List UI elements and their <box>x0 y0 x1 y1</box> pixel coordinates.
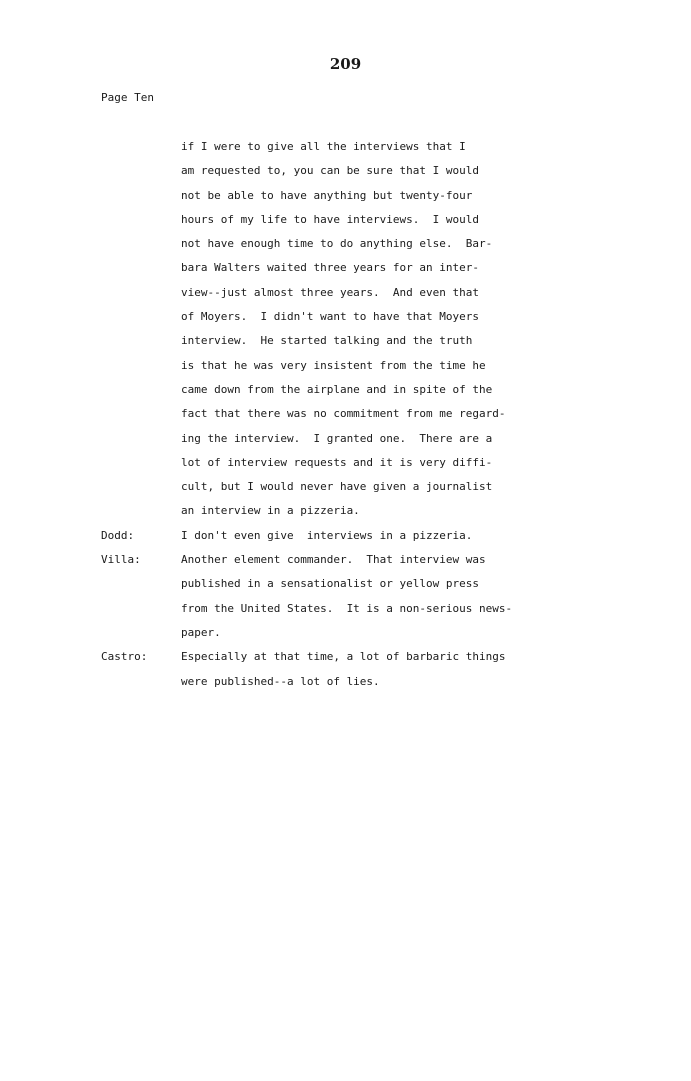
speech-line: published in a sensationalist or yellow press <box>181 577 480 591</box>
speech-block-dodd <box>101 524 512 548</box>
page-number: 209 <box>329 55 362 73</box>
transcript-body <box>101 135 512 694</box>
speech-text <box>181 524 512 548</box>
speech-line: came down from the airplane and in spite of the <box>181 382 493 396</box>
speech-block-castro <box>101 645 512 694</box>
speech-block-villa <box>101 548 512 645</box>
speech-text <box>181 135 512 524</box>
speech-block-continuation <box>101 135 512 524</box>
speech-line: is that he was very insistent from the time he <box>181 358 486 372</box>
speech-line: I don't even give interviews in a pizzeria. <box>181 528 473 542</box>
speech-line: of Moyers. I didn't want to have that Moyers <box>181 310 480 324</box>
page-header: Page Ten <box>101 91 154 104</box>
speech-line: am requested to, you can be sure that I would <box>181 164 480 178</box>
speaker-label: Villa: <box>101 553 141 567</box>
speech-line: not have enough time to do anything else. Bar- <box>181 237 493 251</box>
speech-line: interview. He started talking and the truth <box>181 334 473 348</box>
speech-line: Especially at that time, a lot of barbaric things <box>181 650 506 664</box>
speech-line: an interview in a pizzeria. <box>181 504 360 518</box>
speech-line: ing the interview. I granted one. There are a <box>181 431 493 445</box>
speech-line: hours of my life to have interviews. I would <box>181 212 480 226</box>
speaker-label: Dodd: <box>101 528 135 542</box>
speech-text <box>181 548 512 645</box>
speech-line: Another element commander. That interview was <box>181 553 486 567</box>
speech-line: not be able to have anything but twenty-four <box>181 188 473 202</box>
speech-line: if I were to give all the interviews that I <box>181 140 466 153</box>
speech-line: from the United States. It is a non-serious news- <box>181 601 513 615</box>
speech-line: bara Walters waited three years for an inter- <box>181 261 480 275</box>
speaker-label: Castro: <box>101 650 148 664</box>
speech-line: fact that there was no commitment from me regard- <box>181 407 506 421</box>
speech-text <box>181 645 512 694</box>
speech-line: view--just almost three years. And even that <box>181 285 480 299</box>
speech-line: cult, but I would never have given a journalist <box>181 480 493 494</box>
speech-line: were published--a lot of lies. <box>181 674 380 688</box>
speech-line: lot of interview requests and it is very diffi- <box>181 455 493 469</box>
speech-line: paper. <box>181 625 221 639</box>
